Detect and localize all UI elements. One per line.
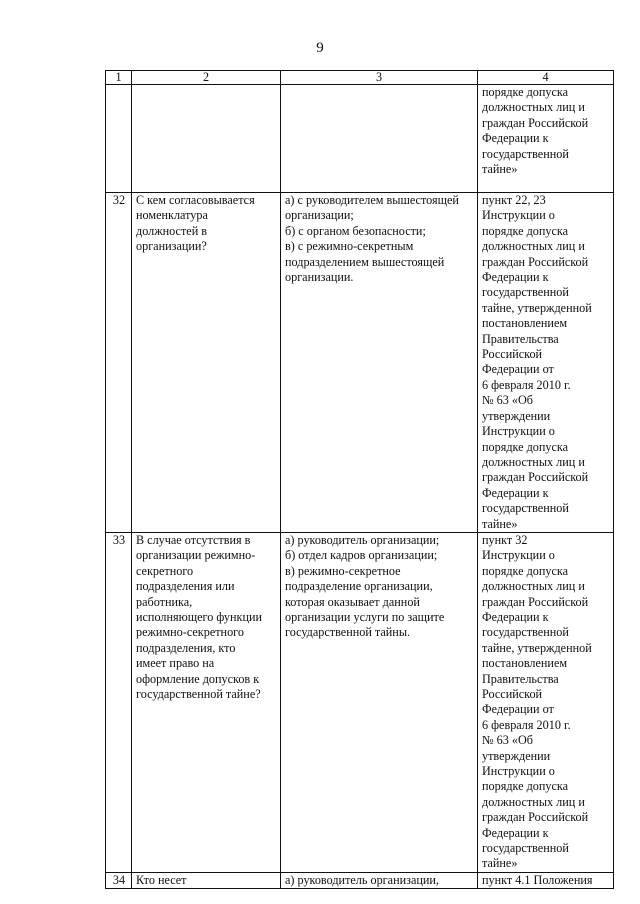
source-line: № 63 «Об — [482, 393, 534, 408]
source-line: Инструкции о — [482, 208, 555, 223]
answer-line: а) руководитель организации, — [285, 872, 439, 887]
source-line: Федерации от — [482, 362, 554, 377]
question-line: Кто несет — [136, 872, 187, 887]
header-col-4: 4 — [478, 71, 614, 85]
source-line: Российской — [482, 347, 543, 362]
source-line: 6 февраля 2010 г. — [482, 717, 571, 732]
source-line: граждан Российской — [482, 470, 589, 485]
question-line: С кем согласовывается — [136, 193, 255, 207]
source-line: тайне» — [482, 856, 518, 871]
answer-line: организации услуги по защите — [285, 609, 445, 624]
source-line: Федерации от — [482, 702, 554, 717]
table-row-32 — [106, 193, 614, 533]
source-line: Правительства — [482, 331, 559, 346]
question-line: исполняющего функции — [136, 609, 263, 624]
source-line: пункт 4.1 Положения — [482, 872, 593, 887]
source-line: граждан Российской — [482, 594, 589, 609]
source-line: Федерации к — [482, 485, 549, 500]
source-line: государственной — [482, 285, 569, 300]
source-line: 6 февраля 2010 г. — [482, 377, 571, 392]
source-line: должностных лиц и — [482, 454, 585, 469]
source-line: пункт 22, 23 — [482, 193, 546, 207]
question-line: государственной тайне? — [136, 687, 261, 701]
question-line: имеет право на — [136, 656, 215, 671]
question-line: работника, — [136, 594, 193, 609]
answer-line: организации. — [285, 270, 354, 285]
question-cell — [132, 85, 281, 193]
question-line: режимно-секретного — [136, 625, 244, 640]
source-line: должностных лиц и — [482, 794, 585, 809]
source-line: государственной — [482, 625, 569, 640]
header-col-2: 2 — [132, 71, 281, 85]
source-line: тайне» — [482, 516, 518, 531]
source-cell — [478, 872, 614, 888]
source-line: постановлением — [482, 656, 568, 671]
answer-line: которая оказывает данной — [285, 594, 420, 609]
answer-line: государственной тайны. — [285, 625, 411, 640]
source-line: должностных лиц и — [482, 239, 585, 254]
source-line: порядке допуска — [482, 85, 569, 99]
source-line: государственной — [482, 501, 569, 516]
source-line: тайне» — [482, 162, 518, 177]
table-header-row — [106, 71, 614, 85]
question-cell — [132, 193, 281, 533]
answers-cell — [281, 85, 478, 193]
header-col-1: 1 — [106, 71, 132, 85]
answers-cell — [281, 532, 478, 872]
source-line: Федерации к — [482, 825, 549, 840]
page-number: 9 — [316, 40, 324, 56]
source-line: Федерации к — [482, 131, 549, 146]
source-line: порядке допуска — [482, 439, 569, 454]
answer-line: подразделение организации, — [285, 579, 433, 594]
table-row-33 — [106, 532, 614, 872]
source-line: Инструкции о — [482, 764, 555, 779]
source-line: Правительства — [482, 671, 559, 686]
source-line: пункт 32 — [482, 532, 528, 547]
source-line: граждан Российской — [482, 254, 589, 269]
answer-line: б) отдел кадров организации; — [285, 548, 438, 563]
source-line: порядке допуска — [482, 563, 569, 578]
source-line: Федерации к — [482, 609, 549, 624]
question-line: В случае отсутствия в — [136, 532, 251, 547]
source-line: должностных лиц и — [482, 579, 585, 594]
source-line: № 63 «Об — [482, 733, 534, 748]
source-line: порядке допуска — [482, 223, 569, 238]
row-number-cell: 33 — [106, 532, 132, 872]
answer-line: в) режимно-секретное — [285, 563, 401, 578]
source-line: утверждении — [482, 748, 551, 763]
questions-table — [105, 70, 614, 889]
row-number-cell — [106, 85, 132, 193]
source-line: граждан Российской — [482, 810, 589, 825]
question-line: оформление допусков к — [136, 671, 260, 686]
source-line: Инструкции о — [482, 548, 555, 563]
table-row-34 — [106, 872, 614, 888]
row-number-cell: 34 — [106, 872, 132, 888]
source-cell — [478, 532, 614, 872]
source-line: утверждении — [482, 408, 551, 423]
answer-line: а) руководитель организации; — [285, 532, 440, 547]
header-col-3: 3 — [281, 71, 478, 85]
question-line: организации режимно- — [136, 548, 256, 563]
source-line: тайне, утвержденной — [482, 640, 592, 655]
source-line: государственной — [482, 146, 569, 161]
source-line: граждан Российской — [482, 115, 589, 130]
source-cell — [478, 193, 614, 533]
answer-line: а) с руководителем вышестоящей — [285, 193, 459, 207]
question-cell — [132, 532, 281, 872]
question-line: должностей в — [136, 223, 208, 238]
source-line: тайне, утвержденной — [482, 300, 592, 315]
question-line: подразделения или — [136, 579, 235, 594]
question-line: подразделения, кто — [136, 640, 236, 655]
question-line: организации? — [136, 239, 207, 254]
source-line: Федерации к — [482, 270, 549, 285]
question-cell — [132, 872, 281, 888]
source-line: порядке допуска — [482, 779, 569, 794]
answers-cell — [281, 872, 478, 888]
answer-line: в) с режимно-секретным — [285, 239, 414, 254]
answer-line: подразделением вышестоящей — [285, 254, 445, 269]
source-line: государственной — [482, 841, 569, 856]
source-cell — [478, 85, 614, 193]
question-line: номенклатура — [136, 208, 208, 223]
answers-cell — [281, 193, 478, 533]
source-line: должностных лиц и — [482, 100, 585, 115]
row-number-cell: 32 — [106, 193, 132, 533]
source-line: постановлением — [482, 316, 568, 331]
source-line: Инструкции о — [482, 424, 555, 439]
question-line: секретного — [136, 563, 194, 578]
source-line: Российской — [482, 687, 543, 701]
answer-line: б) с органом безопасности; — [285, 223, 426, 238]
table-row-continuation — [106, 85, 614, 193]
answer-line: организации; — [285, 208, 354, 223]
